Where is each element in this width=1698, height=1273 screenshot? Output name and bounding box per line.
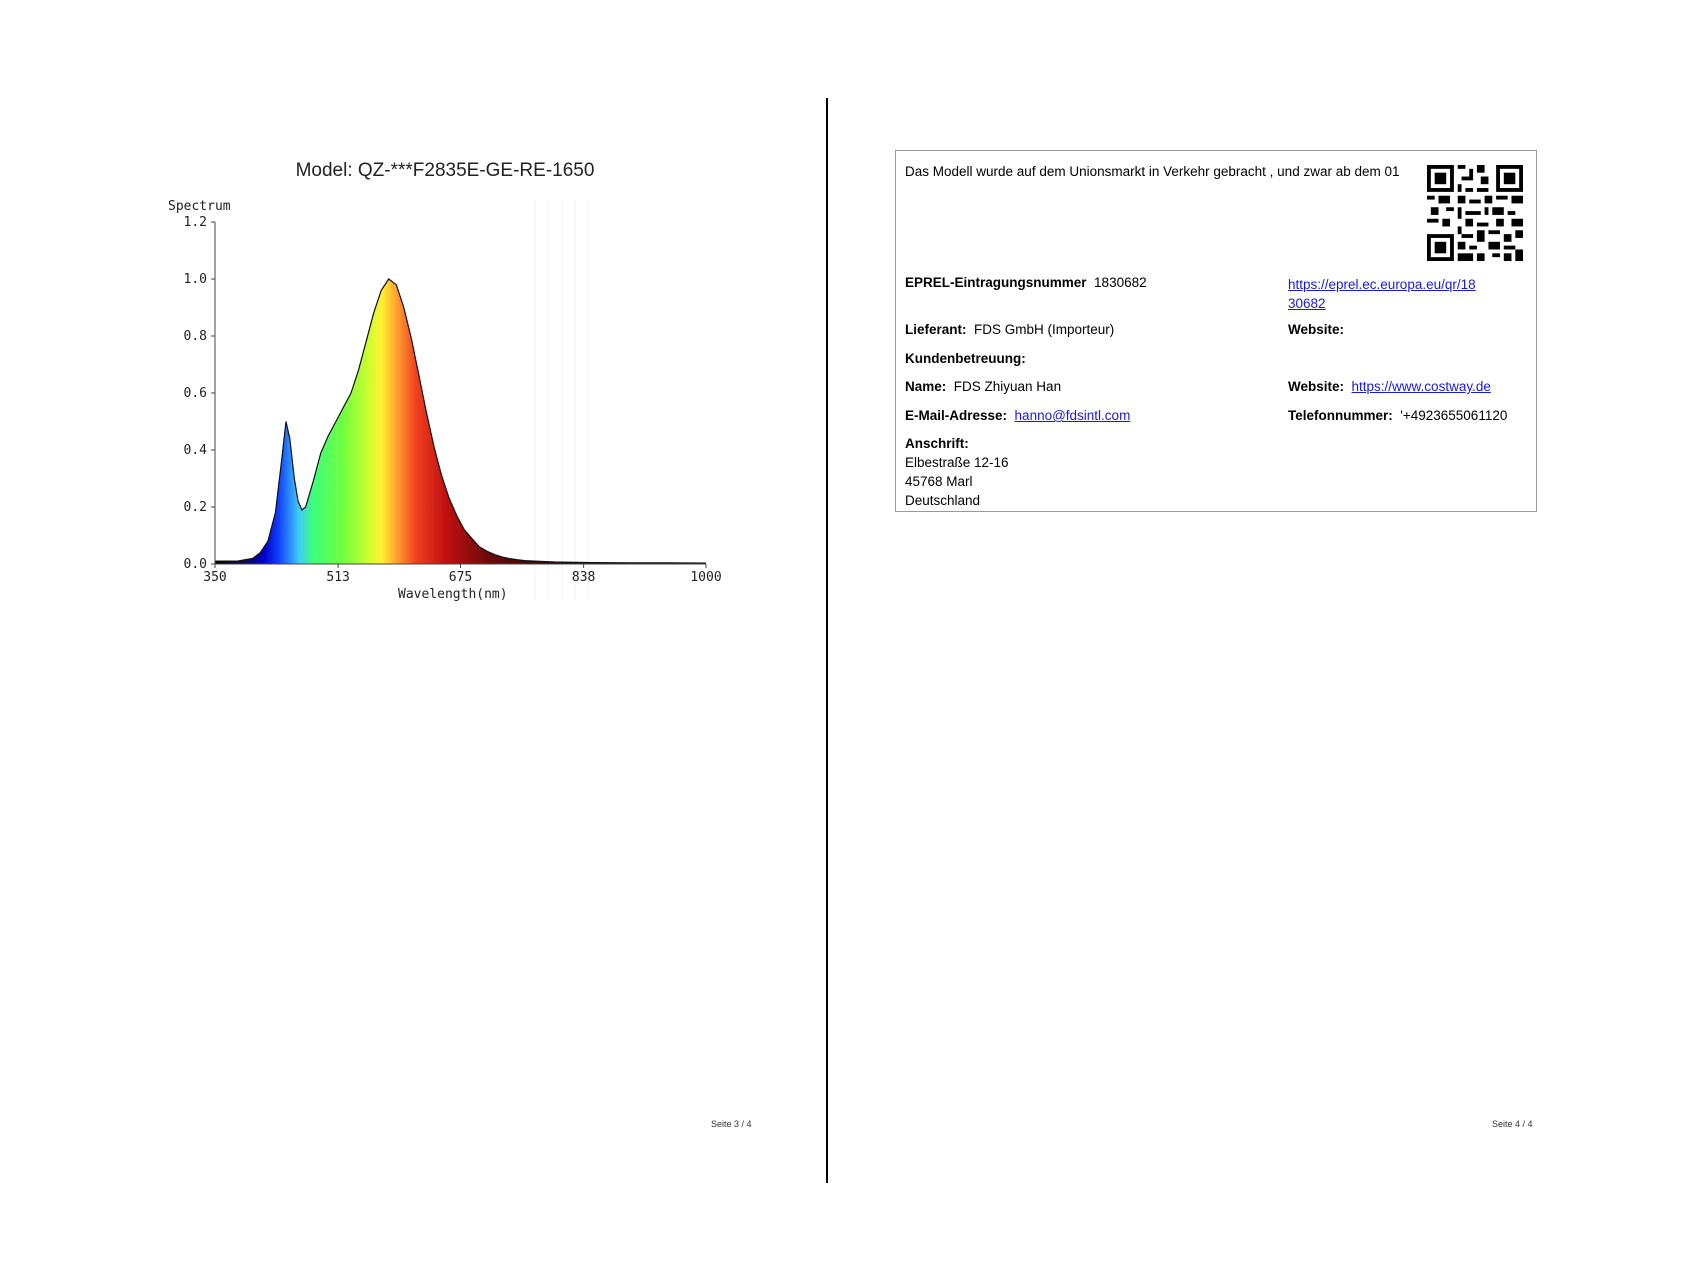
y-tick-label: 1.2 [183, 215, 207, 230]
name-row [905, 379, 1061, 394]
supplier-row [905, 322, 1114, 337]
address-city: 45768 Marl [905, 474, 973, 489]
page-number-left: Seite 3 / 4 [711, 1119, 752, 1129]
supplier-value: FDS GmbH (Importeur) [974, 322, 1115, 337]
y-axis-label: Spectrum [168, 199, 231, 214]
address-label: Anschrift: [905, 436, 969, 451]
address-street: Elbestraße 12-16 [905, 455, 1009, 470]
eprel-row [905, 275, 1147, 290]
x-tick-label: 1000 [690, 570, 722, 585]
website-label-supplier: Website: [1288, 322, 1345, 337]
name-label: Name: [905, 379, 947, 394]
qr-code-icon[interactable] [1427, 165, 1523, 261]
email-label: E-Mail-Adresse: [905, 408, 1008, 423]
spectrum-area [215, 279, 706, 564]
x-tick-label: 513 [326, 570, 350, 585]
y-tick-group [184, 215, 215, 572]
website-row [1288, 379, 1491, 394]
supplier-label: Lieferant: [905, 322, 967, 337]
page-divider [826, 98, 828, 1183]
x-tick-label: 675 [448, 570, 473, 585]
left-page [0, 0, 826, 1273]
x-tick-group [203, 564, 721, 585]
y-tick-label: 0.8 [183, 329, 207, 344]
customer-service-label: Kundenbetreuung: [905, 351, 1026, 366]
eprel-label: EPREL-Eintragungsnummer [905, 275, 1087, 290]
eprel-link-line1[interactable]: https://eprel.ec.europa.eu/qr/18 [1288, 277, 1476, 292]
spectrum-chart [0, 0, 826, 640]
website-label: Website: [1288, 379, 1345, 394]
y-tick-label: 0.6 [183, 386, 207, 401]
y-tick-label: 0.0 [183, 557, 207, 572]
x-tick-label: 838 [571, 570, 596, 585]
email-link[interactable]: hanno@fdsintl.com [1014, 408, 1131, 423]
phone-label: Telefonnummer: [1288, 408, 1393, 423]
product-info-table [895, 150, 1537, 512]
phone-row [1288, 408, 1507, 423]
faint-grid [535, 200, 588, 600]
eprel-link-line2[interactable]: 30682 [1288, 296, 1326, 311]
eprel-number: 1830682 [1094, 275, 1147, 290]
address-country: Deutschland [905, 493, 981, 508]
phone-value: '+4923655061120 [1400, 408, 1508, 423]
x-tick-label: 350 [203, 570, 227, 585]
x-axis-label: Wavelength(nm) [398, 587, 508, 602]
y-tick-label: 1.0 [183, 272, 207, 287]
market-text: Das Modell wurde auf dem Unionsmarkt in Verkehr gebracht , und zwar ab dem 01 [905, 164, 1400, 179]
y-tick-label: 0.2 [183, 500, 207, 515]
right-page [829, 0, 1698, 1273]
y-tick-label: 0.4 [183, 443, 207, 458]
website-link[interactable]: https://www.costway.de [1351, 379, 1491, 394]
chart-title: Model: QZ-***F2835E-GE-RE-1650 [295, 160, 595, 181]
page-number-right: Seite 4 / 4 [1492, 1119, 1533, 1129]
address-block [905, 434, 1009, 510]
name-value: FDS Zhiyuan Han [953, 379, 1062, 394]
eprel-url [1288, 275, 1476, 313]
email-row [905, 408, 1130, 423]
